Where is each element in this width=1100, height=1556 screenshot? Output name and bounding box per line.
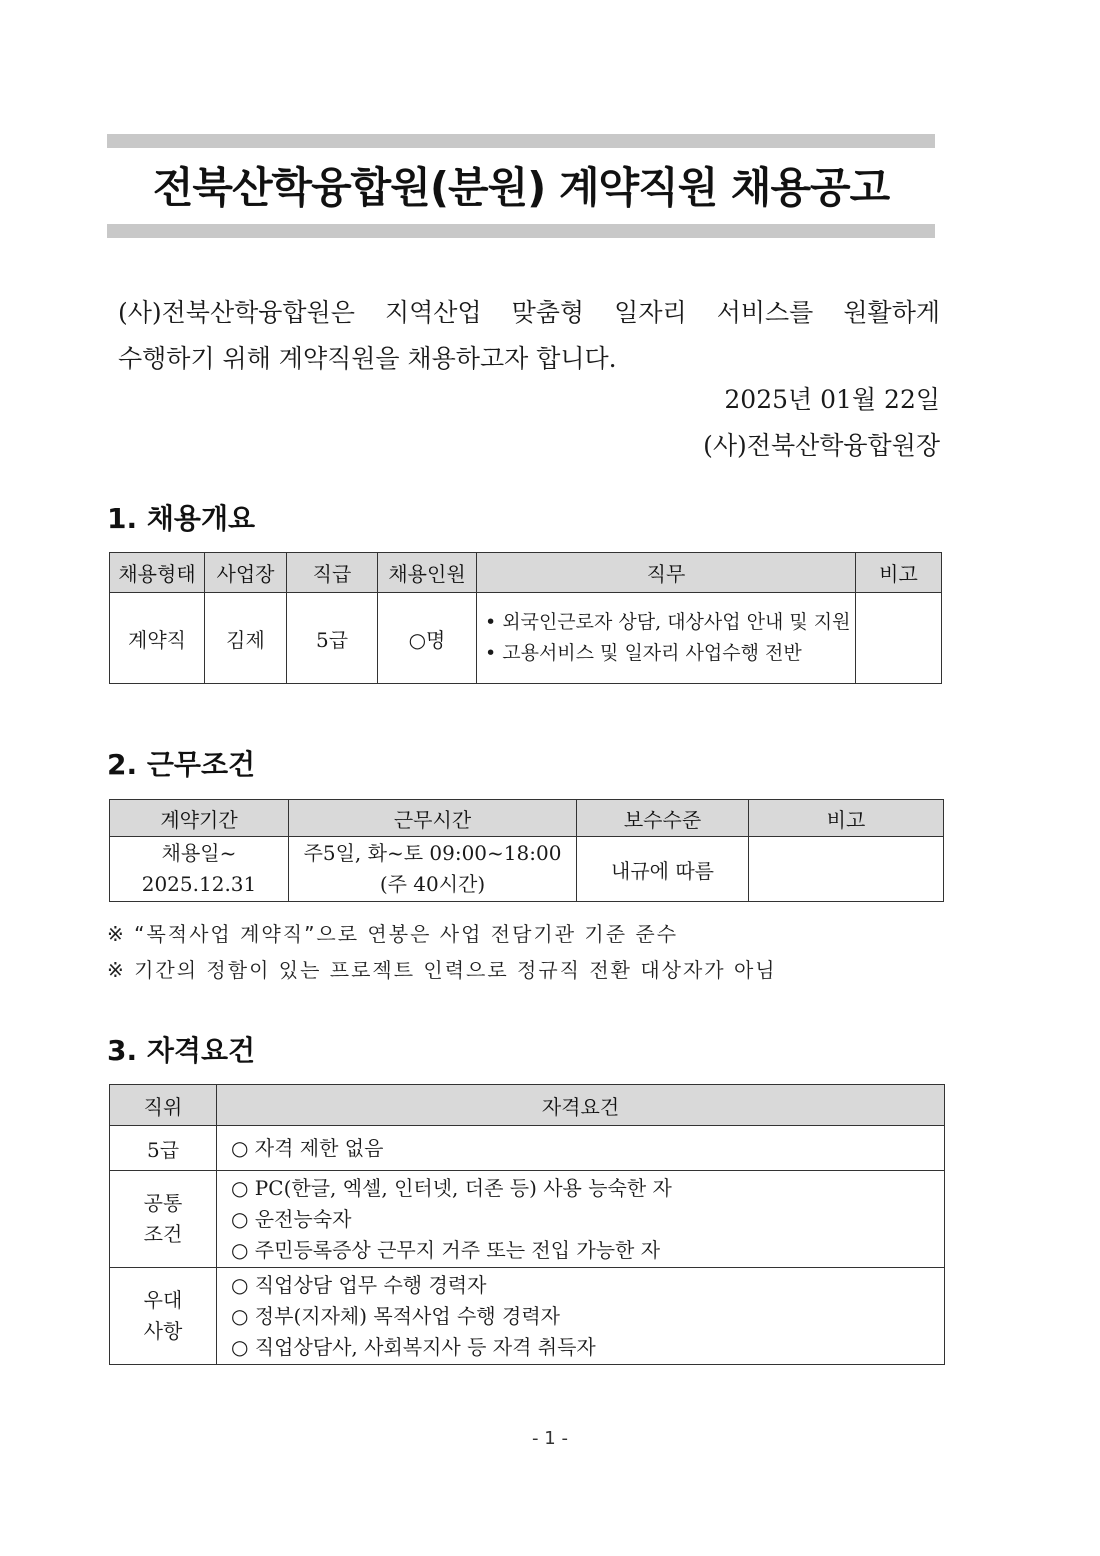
row-label-line: 공통 — [143, 1191, 183, 1215]
section-2-heading: 2. 근무조건 — [107, 748, 256, 781]
note-contract-term: ※ 기간의 정함이 있는 프로젝트 인력으로 정규직 전환 대상자가 아님 — [107, 958, 777, 982]
qualification-item: ○ PC(한글, 엑셀, 인터넷, 더존 등) 사용 능숙한 자 — [231, 1175, 672, 1200]
header-grade: 직급 — [287, 553, 378, 593]
row-label-common — [110, 1171, 217, 1268]
cell-headcount: ○명 — [378, 593, 477, 684]
header-contract-period: 계약기간 — [110, 800, 289, 837]
qualification-item: ○ 직업상담 업무 수행 경력자 — [231, 1272, 487, 1297]
header-position: 직위 — [110, 1085, 217, 1126]
hours-schedule: 주5일, 화~토 09:00~18:00 — [303, 841, 562, 865]
header-workplace: 사업장 — [205, 553, 287, 593]
header-headcount: 채용인원 — [378, 553, 477, 593]
cell-contract-period — [110, 837, 289, 902]
header-pay-level: 보수수준 — [577, 800, 749, 837]
intro-paragraph — [118, 290, 940, 382]
header-remarks: 비고 — [856, 553, 942, 593]
row-label-line: 우대 — [143, 1288, 183, 1312]
period-start: 채용일~ — [161, 841, 237, 865]
note-salary: ※ “목적사업 계약직”으로 연봉은 사업 전담기관 기준 준수 — [107, 922, 679, 946]
cell-employment-type: 계약직 — [110, 593, 205, 684]
section-3-heading: 3. 자격요건 — [107, 1034, 256, 1067]
title-bar-top — [107, 134, 935, 148]
qualification-list — [217, 1171, 945, 1268]
page-title: 전북산학융합원(분원) 계약직원 채용공고 — [152, 163, 890, 212]
row-label-line: 사항 — [143, 1319, 183, 1343]
page-number: - 1 - — [532, 1428, 568, 1449]
row-label-grade5: 5급 — [110, 1126, 217, 1171]
cell-duty — [477, 593, 856, 684]
cell-pay-level: 내규에 따름 — [577, 837, 749, 902]
row-label-line: 조건 — [143, 1222, 183, 1246]
intro-line-1: (사)전북산학융합원은 지역산업 맞춤형 일자리 서비스를 원활하게 — [118, 298, 940, 327]
header-duty: 직무 — [477, 553, 856, 593]
cell-workplace: 김제 — [205, 593, 287, 684]
recruitment-overview-table — [109, 552, 942, 684]
qualification-item: ○ 정부(지자체) 목적사업 수행 경력자 — [231, 1303, 560, 1328]
header-working-hours: 근무시간 — [289, 800, 577, 837]
row-label-preferred — [110, 1268, 217, 1365]
section-1-heading: 1. 채용개요 — [107, 502, 256, 535]
duty-item: • 외국인근로자 상담, 대상사업 안내 및 지원 — [485, 611, 851, 633]
header-remarks: 비고 — [749, 800, 944, 837]
cell-grade: 5급 — [287, 593, 378, 684]
qualifications-table — [109, 1084, 945, 1365]
title-bar-bottom — [107, 224, 935, 238]
duty-item: • 고용서비스 및 일자리 사업수행 전반 — [485, 642, 802, 664]
header-qualifications: 자격요건 — [217, 1085, 945, 1126]
qualification-list — [217, 1126, 945, 1171]
qualification-list — [217, 1268, 945, 1365]
hours-weekly: (주 40시간) — [379, 872, 486, 896]
header-employment-type: 채용형태 — [110, 553, 205, 593]
issuer: (사)전북산학융합원장 — [703, 431, 940, 460]
intro-line-2: 수행하기 위해 계약직원을 채용하고자 합니다. — [118, 344, 617, 373]
cell-working-hours — [289, 837, 577, 902]
qualification-item: ○ 직업상담사, 사회복지사 등 자격 취득자 — [231, 1334, 596, 1359]
announcement-date: 2025년 01월 22일 — [724, 385, 940, 414]
cell-remarks — [749, 837, 944, 902]
working-conditions-table — [109, 799, 944, 902]
cell-remarks — [856, 593, 942, 684]
period-end: 2025.12.31 — [141, 872, 257, 896]
qualification-item: ○ 자격 제한 없음 — [231, 1135, 384, 1160]
qualification-item: ○ 주민등록증상 근무지 거주 또는 전입 가능한 자 — [231, 1237, 661, 1262]
qualification-item: ○ 운전능숙자 — [231, 1206, 352, 1231]
